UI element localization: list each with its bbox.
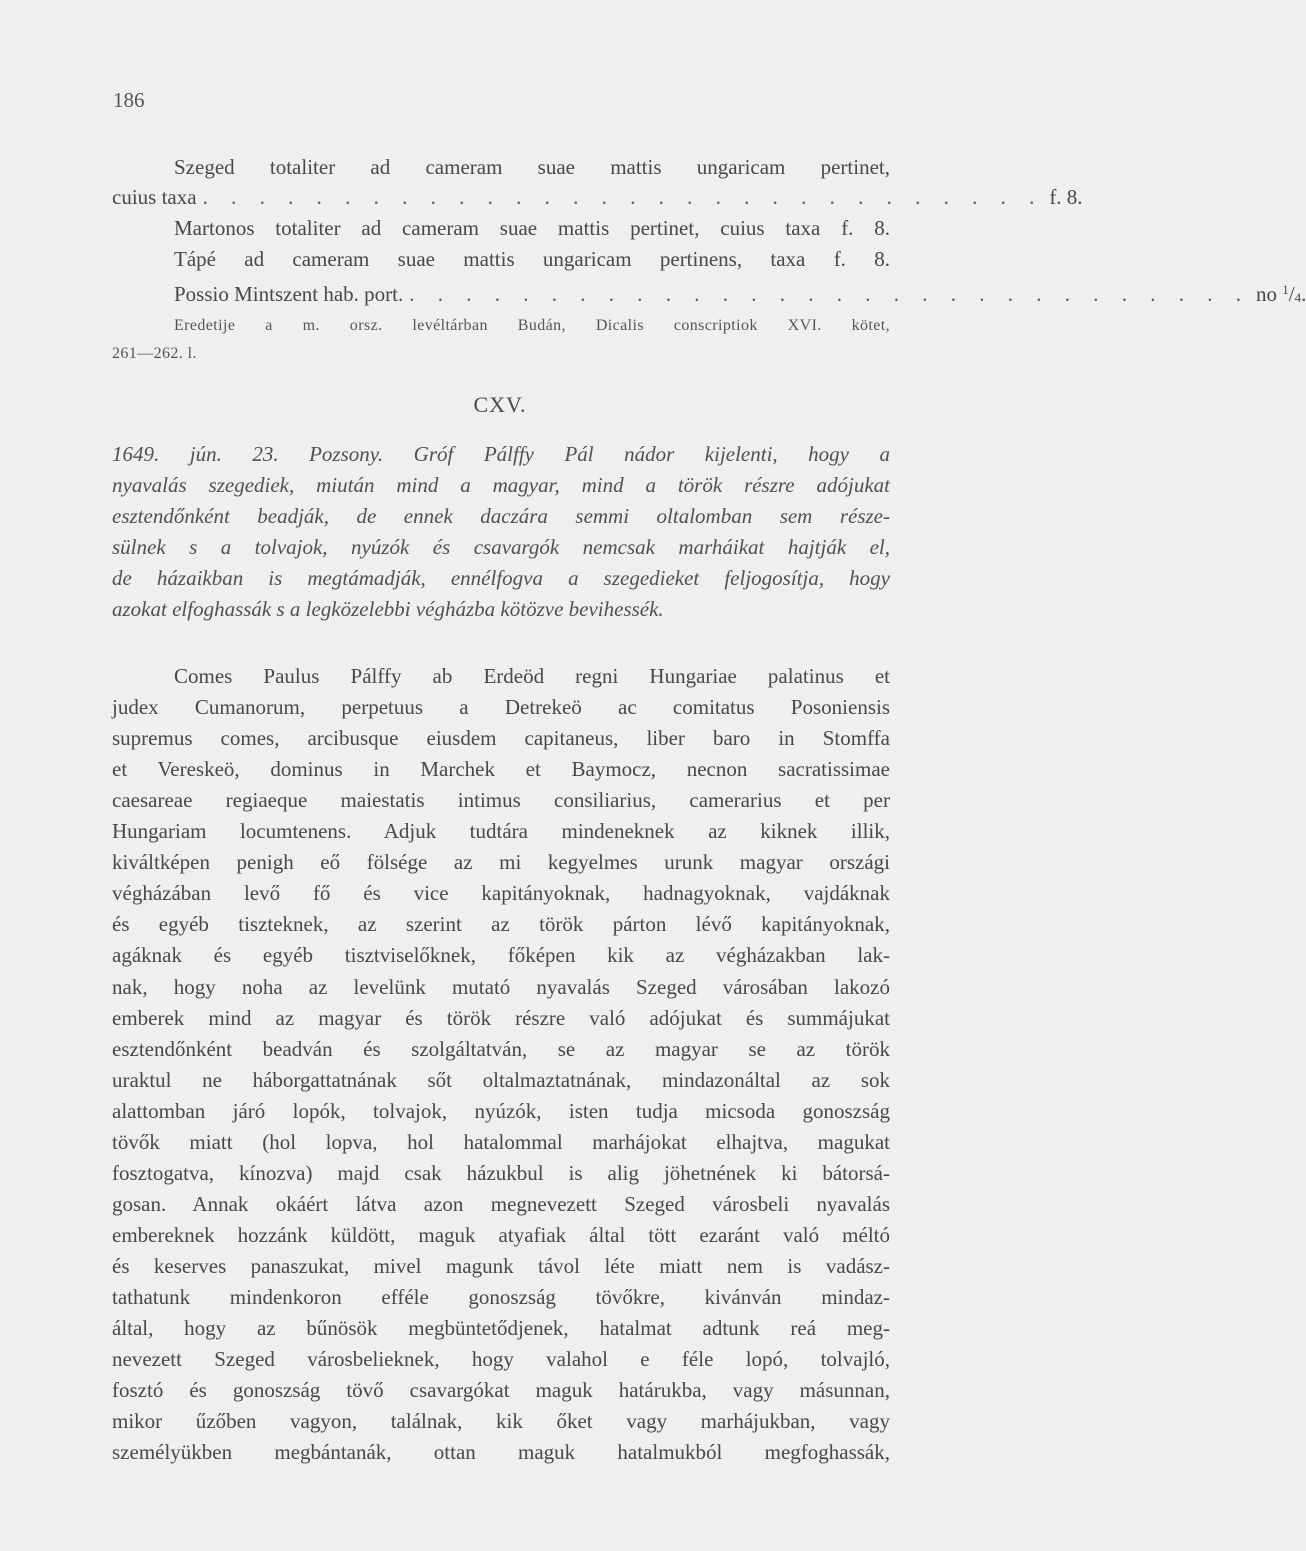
body-line: et Vereskeö, dominus in Marchek et Baymocz, necnon sacratissimae <box>112 757 890 781</box>
summary-line: nyavalás szegediek, miután mind a magyar, mind a török részre adójukat <box>112 473 890 497</box>
body-line: Hungariam locumtenens. Adjuk tudtára mindeneknek az kiknek illik, <box>112 819 890 843</box>
body-line: uraktul ne háborgattatnának sőt oltalmaztatnának, mindazonáltal az sok <box>112 1068 890 1092</box>
estate-entry-martonos: Martonos totaliter ad cameram suae mattis pertinet, cuius taxa f. 8. <box>174 216 890 240</box>
body-line: emberek mind az magyar és török részre való adójukat és summájukat <box>112 1006 890 1030</box>
body-line: Comes Paulus Pálffy ab Erdeöd regni Hungariae palatinus et <box>174 664 890 688</box>
body-line: fosztogatva, kínozva) majd csak házukbul is alig jöhetnének ki bátorsá- <box>112 1161 890 1185</box>
fraction-numerator: 1 <box>1282 282 1289 297</box>
estate-entry-label: cuius taxa <box>112 185 197 209</box>
body-line: végházában levő fő és vice kapitányoknak, hadnagyoknak, vajdáknak <box>112 881 890 905</box>
page-number: 186 <box>113 88 145 112</box>
body-line: nak, hogy noha az levelünk mutató nyavalás Szeged városában lakozó <box>112 975 890 999</box>
body-line: caesareae regiaeque maiestatis intimus consiliarius, camerarius et per <box>112 788 890 812</box>
summary-line: de házaikban is megtámadják, ennélfogva a szegedieket feljogosítja, hogy <box>112 566 890 590</box>
estate-entry-value: f. 8. <box>1049 185 1083 209</box>
body-line: gosan. Annak okáért látva azon megnevezett Szeged városbeli nyavalás <box>112 1192 890 1216</box>
body-line: fosztó és gonoszság tövő csavargókat maguk határukba, vagy másunnan, <box>112 1378 890 1402</box>
summary-line: sülnek s a tolvajok, nyúzók és csavargók nemcsak marháikat hajtják el, <box>112 535 890 559</box>
document-number: CXV. <box>473 392 527 417</box>
body-line: személyükben megbántanák, ottan maguk hatalmukból megfoghassák, <box>112 1440 890 1464</box>
estate-entry-value: no $^1/_4$. <box>1256 282 1306 306</box>
body-line: tathatunk mindenkoron efféle gonoszság tövőkre, kivánván mindaz- <box>112 1285 890 1309</box>
body-line: embereknek hozzánk küldött, maguk atyafiak által tött ezaránt való méltó <box>112 1223 890 1247</box>
estate-entry-tape: Tápé ad cameram suae mattis ungaricam pertinens, taxa f. 8. <box>174 247 890 271</box>
body-line: és keserves panaszukat, mivel magunk távol léte miatt nem is vadász- <box>112 1254 890 1278</box>
summary-line: 1649. jún. 23. Pozsony. Gróf Pálffy Pál nádor kijelenti, hogy a <box>112 442 890 466</box>
dot-leader: . . . . . . . . . . . . . . . . . . . . . . . . . . . . . . <box>409 282 1250 306</box>
dot-leader: . . . . . . . . . . . . . . . . . . . . . . . . . . . . . . <box>202 185 1044 209</box>
source-note-line-2: 261—262. l. <box>112 345 197 362</box>
source-note-line-1: Eredetije a m. orsz. levéltárban Budán, Dicalis conscriptiok XVI. kötet, <box>174 317 890 334</box>
body-line: mikor űzőben vagyon, találnak, kik őket vagy marhájukban, vagy <box>112 1409 890 1433</box>
body-line: judex Cumanorum, perpetuus a Detrekeö ac comitatus Posoniensis <box>112 695 890 719</box>
body-line: kiváltképen penigh eő fölsége az mi kegyelmes urunk magyar országi <box>112 850 890 874</box>
body-line: esztendőnként beadván és szolgáltatván, se az magyar se az török <box>112 1037 890 1061</box>
fraction-denominator: 4 <box>1294 290 1302 305</box>
body-line: nevezett Szeged városbelieknek, hogy valahol e féle lopó, tolvajló, <box>112 1347 890 1371</box>
estate-entry-szeged-taxa <box>112 185 1083 209</box>
summary-line: azokat elfoghassák s a legközelebbi végházba kötözve bevihessék. <box>112 597 664 621</box>
body-line: alattomban járó lopók, tolvajok, nyúzók, isten tudja micsoda gonoszság <box>112 1099 890 1123</box>
estate-entry-szeged: Szeged totaliter ad cameram suae mattis ungaricam pertinet, <box>174 155 890 179</box>
value-end: . <box>1301 282 1306 306</box>
body-line: agáknak és egyéb tisztviselőknek, főképen kik az végházakban lak- <box>112 943 890 967</box>
body-line: által, hogy az bűnösök megbüntetődjenek, hatalmat adtunk reá meg- <box>112 1316 890 1340</box>
value-text: no <box>1256 282 1277 306</box>
estate-entry-label: Possio Mintszent hab. port. <box>174 282 404 306</box>
body-line: és egyéb tiszteknek, az szerint az török párton lévő kapitányoknak, <box>112 912 890 936</box>
body-line: tövők miatt (hol lopva, hol hatalommal marhájokat elhajtva, magukat <box>112 1130 890 1154</box>
estate-entry-mintszent <box>112 278 1306 310</box>
body-line: supremus comes, arcibusque eiusdem capitaneus, liber baro in Stomffa <box>112 726 890 750</box>
summary-line: esztendőnként beadják, de ennek daczára semmi oltalomban sem része- <box>112 504 890 528</box>
